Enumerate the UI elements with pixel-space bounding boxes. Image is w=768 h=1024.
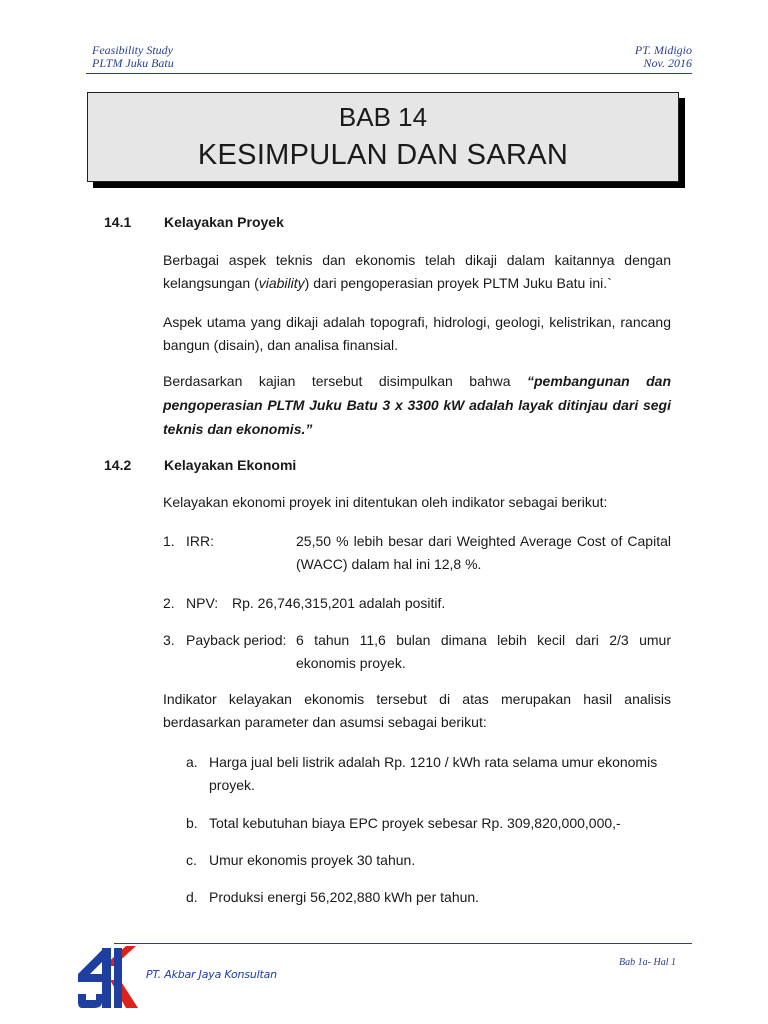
indicator-label: IRR:: [186, 533, 214, 549]
section-number: 14.1: [104, 214, 132, 230]
paragraph: [163, 688, 671, 733]
indicator-value: Rp. 26,746,315,201 adalah positif.: [232, 595, 446, 611]
footer-rule: [114, 943, 692, 944]
text: Indikator kelayakan ekonomis tersebut di atas merupakan hasil analisis berdasarkan parameter dan asumsi sebagai berikut:: [163, 691, 671, 730]
parameter-text: Umur ekonomis proyek 30 tahun.: [209, 852, 416, 868]
header-rule: [86, 73, 692, 74]
project-name: PLTM Juku Batu: [92, 56, 174, 70]
indicator-value: 6 tahun 11,6 bulan dimana lebih kecil dari 2/3 umur ekonomis proyek.: [296, 632, 671, 671]
text: Kelayakan ekonomi proyek ini ditentukan oleh indikator sebagai berikut:: [163, 494, 608, 510]
list-letter: b.: [186, 815, 198, 831]
paragraph: [163, 491, 671, 514]
indicator-label: NPV:: [186, 595, 219, 611]
text: Aspek utama yang dikaji adalah topografi, hidrologi, geologi, kelistrikan, rancang bangun (disain), dan analisa finansial.: [163, 314, 671, 353]
parameter-text: Produksi energi 56,202,880 kWh per tahun.: [209, 889, 480, 905]
header-right: [635, 44, 692, 70]
page-number: Bab 1a- Hal 1: [619, 957, 676, 968]
conclusion-statement: “pembangunan dan pengoperasian PLTM Juku Batu 3 x 3300 kW adalah layak ditinjau dari segi teknis dan ekonomis.”: [163, 373, 671, 437]
list-number: 3.: [163, 632, 175, 648]
company-name: PT. Akbar Jaya Konsultan: [146, 968, 277, 981]
doc-type: Feasibility Study: [92, 43, 173, 57]
indicator-label: Payback period:: [186, 632, 287, 648]
section-title: Kelayakan Proyek: [164, 214, 284, 230]
section-number: 14.2: [104, 457, 132, 473]
list-number: 1.: [163, 533, 175, 549]
paragraph: [163, 249, 671, 294]
text: Berbagai aspek teknis dan ekonomis telah dikaji dalam kaitannya dengan kelangsungan (: [163, 252, 671, 291]
list-letter: d.: [186, 889, 198, 905]
text: ) dari pengoperasian proyek PLTM Juku Batu ini.`: [304, 274, 612, 291]
indicator-value: 25,50 % lebih besar dari Weighted Average Cost of Capital (WACC) dalam hal ini 12,8 %.: [296, 533, 671, 572]
parameter-text: Harga jual beli listrik adalah Rp. 1210 / kWh rata selama umur ekonomis proyek.: [209, 754, 658, 793]
list-letter: c.: [186, 852, 197, 868]
chapter-title-box: [87, 92, 679, 182]
chapter-number: BAB 14: [338, 102, 428, 132]
header-left: [92, 44, 174, 70]
client-name: PT. Midigio: [634, 43, 692, 57]
chapter-title: KESIMPULAN DAN SARAN: [197, 139, 569, 171]
list-letter: a.: [186, 754, 198, 770]
company-logo: [76, 944, 138, 1010]
paragraph: [163, 311, 671, 356]
paragraph: [163, 369, 671, 441]
list-number: 2.: [163, 595, 175, 611]
section-title: Kelayakan Ekonomi: [164, 457, 297, 473]
text: Berdasarkan kajian tersebut disimpulkan bahwa: [163, 373, 527, 389]
doc-date: Nov. 2016: [643, 56, 692, 70]
parameter-text: Total kebutuhan biaya EPC proyek sebesar Rp. 309,820,000,000,-: [209, 815, 621, 831]
italic-term: viability: [258, 274, 305, 291]
